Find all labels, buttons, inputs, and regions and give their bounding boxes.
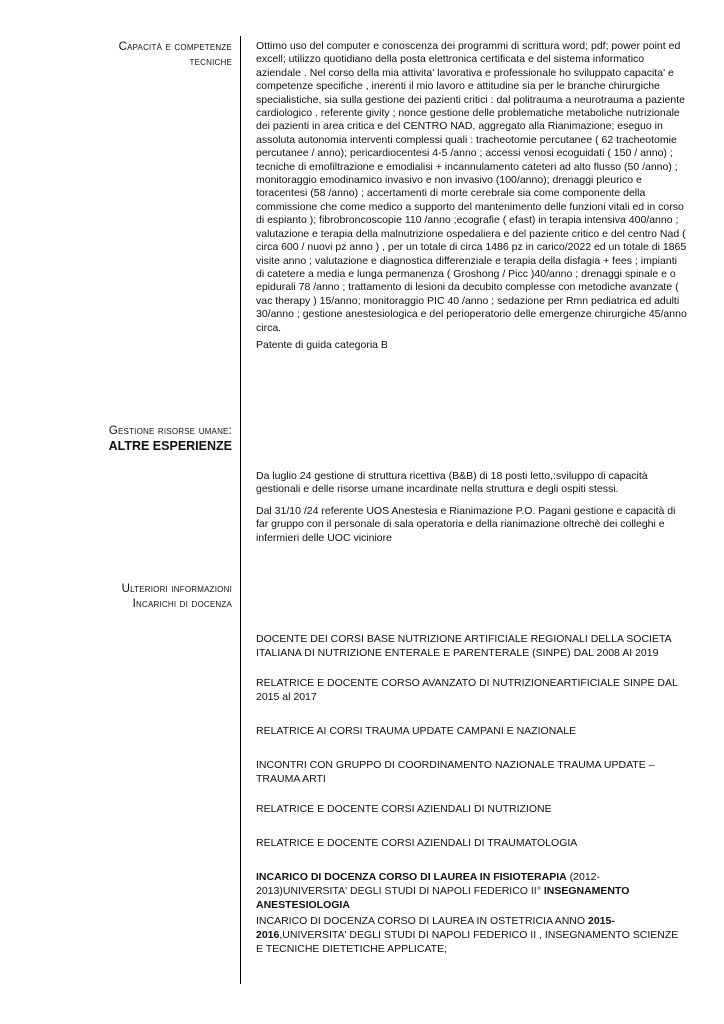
capacita-paragraph: Ottimo uso del computer e conoscenza dei programmi di scrittura word; pdf; power point ed excell; utilizzo quotidiano della posta elettronica certificata e del sistema informatico aziendale . Nel corso della mia attivita' lavorativa e professionale ho sviluppato capacita' e competenze specifiche , inerenti il mio lavoro e attitudine sia per le branche chirurgiche specialistiche, sia sulla gestione dei pazienti critici : dal politrauma a neurotrauma a paziente cardiologico . referente givity ; nonce gestione delle problematiche metaboliche nutrizionale dei pazienti in area critica e del CENTRO NAD, aggregato alla Rianimazione; eseguo in assoluta autonomia interventi complessi quali : tracheotomie percutanee ( 62 tracheotomie percutanee / anno); pericardiocentesi 4-5 /anno ; accessi venosi ecoguidati ( 150 / anno) ; tecniche di emofiltrazione e emodialisi + incannulamento cateteri ad alto flusso (50 /anno) ; monitoraggio emodinamico invasivo e non invasivo (100/anno); drenaggi pleurico e toracentesi (58 /anno) ; accertamenti di morte cerebrale sia come componente della commissione che come medico a supporto del mantenimento delle funzioni vitali ed in corso di espianto ); fibrobroncoscopie 110 /anno ;ecografie ( efast) in terapia intensiva 400/anno ; valutazione e terapia della malnutrizione ospedaliera e del paziente critico e del centro Nad ( circa 600 / nuovi pz anno ) , per un totale di circa 1486 pz in carico/2022 ed un totale di 1865 visite anno ; valutazione e diagnostica differenziale e terapia della disfagia + fees ; impianti di catetere a media e lunga permanenza ( Groshong / Picc )40/anno ; drenaggi spinale e o epidurali 78 /anno ; trattamento di lesioni da decubito complesse con metodiche avanzate ( vac therapy ) 15/anno; monitoraggio PIC 40 /anno ; sedazione per Rmn pediatrica ed adulti 30/anno ; gestione anestesiologica e del perioperatorio delle emergenze chirurgiche 45/anno circa.: [256, 40, 687, 334]
section-label-line: Capacità e competenze: [118, 41, 232, 53]
esperienza-paragraph: Da luglio 24 gestione di struttura ricettiva (B&B) di 18 posti letto,:sviluppo di capacità gestionali e delle risorse umane incardinate nella struttura e degli ospiti stessi.: [256, 470, 648, 496]
docenza-item: [256, 870, 688, 912]
docenza-item-bold: INCARICO DI DOCENZA CORSO DI LAUREA IN FISIOTERAPIA: [256, 871, 567, 883]
section-body-gestione: [256, 470, 688, 545]
docenza-item: [256, 914, 688, 956]
section-label-line: Gestione risorse umane:: [108, 425, 232, 437]
section-label-line: ALTRE ESPERIENZE: [108, 439, 232, 453]
docenza-item-text: ,UNIVERSITA' DEGLI STUDI DI NAPOLI FEDERICO II , INSEGNAMENTO SCIENZE E TECNICHE DIETETICHE APPLICATE;: [256, 929, 679, 955]
docenza-item: RELATRICE E DOCENTE CORSI AZIENDALI DI NUTRIZIONE: [256, 803, 552, 815]
patente-paragraph: Patente di guida categoria B: [256, 338, 388, 351]
docenza-item: DOCENTE DEI CORSI BASE NUTRIZIONE ARTIFICIALE REGIONALI DELLA SOCIETA ITALIANA DI NUTRIZIONE ENTERALE E PARENTERALE (SINPE) DAL 2008 AI 2019: [256, 633, 672, 659]
section-body-capacita: [256, 40, 688, 352]
docenza-item-text: (2012-2013)UNIVERSITA' DEGLI STUDI DI NAPOLI FEDERICO II°: [256, 871, 601, 897]
docenza-item-bold: INSEGNAMENTO ANESTESIOLOGIA: [256, 885, 630, 911]
docenza-item: RELATRICE AI CORSI TRAUMA UPDATE CAMPANI E NAZIONALE: [256, 725, 577, 737]
section-label-line: Incarichi di docenza: [132, 598, 232, 610]
docenza-item-text: INCARICO DI DOCENZA CORSO DI LAUREA IN OSTETRICIA ANNO: [256, 915, 588, 927]
docenza-item: INCONTRI CON GRUPPO DI COORDINAMENTO NAZIONALE TRAUMA UPDATE –TRAUMA ARTI: [256, 759, 655, 785]
docenza-item: RELATRICE E DOCENTE CORSI AZIENDALI DI TRAUMATOLOGIA: [256, 837, 578, 849]
esperienza-paragraph: Dal 31/10 /24 referente UOS Anestesia e Rianimazione P.O. Pagani gestione e capacità di far gruppo con il personale di sala operatoria e della rianimazione oltrechè dei colleghi e infermieri delle UOC viciniore: [256, 504, 676, 544]
section-label-line: tecniche: [189, 56, 232, 68]
section-label-ulteriori: [60, 582, 232, 612]
docenza-item: RELATRICE E DOCENTE CORSO AVANZATO DI NUTRIZIONEARTIFICIALE SINPE DAL 2015 al 2017: [256, 677, 678, 703]
section-label-line: Ulteriori informazioni: [121, 583, 232, 595]
section-label-gestione: [60, 424, 232, 454]
docenza-item-bold: 2015-2016: [256, 915, 615, 941]
column-divider: [240, 36, 241, 984]
section-label-capacita: [60, 40, 232, 70]
